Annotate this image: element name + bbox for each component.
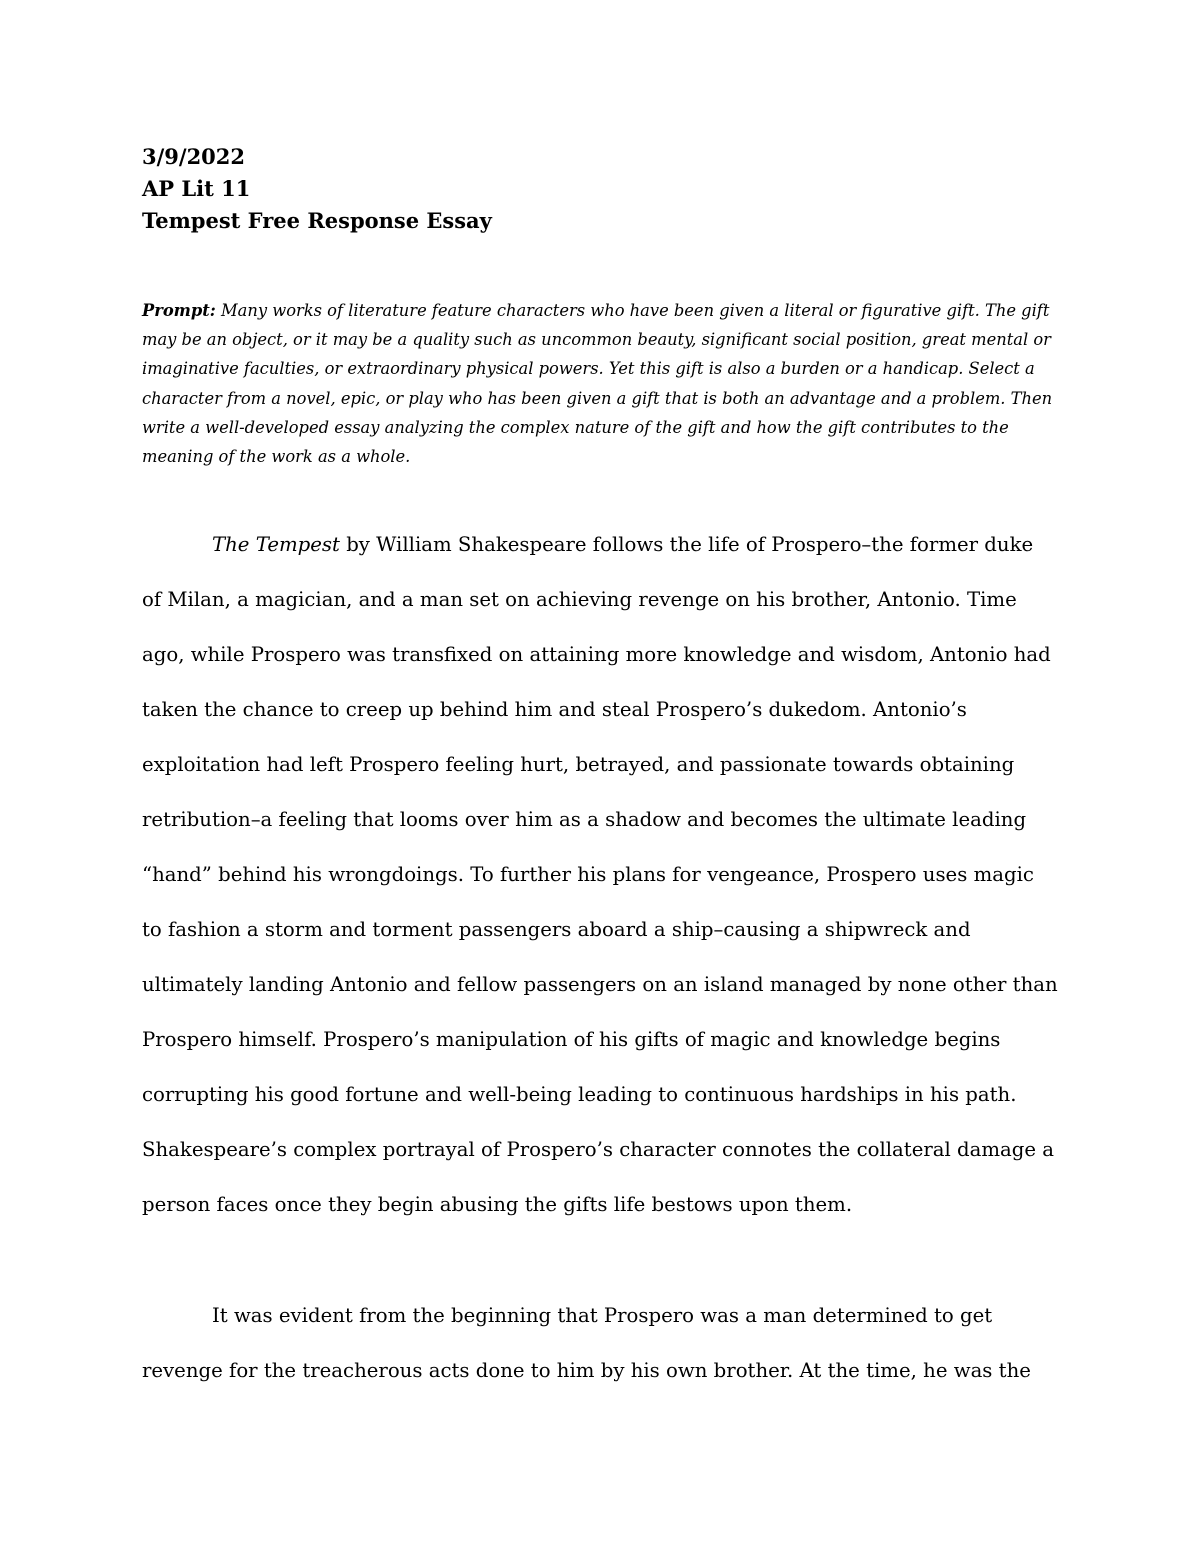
essay-date: 3/9/2022 (142, 144, 246, 169)
prompt-label: Prompt: (142, 301, 216, 320)
essay-prompt (142, 296, 1067, 471)
prompt-text: Many works of literature feature characters who have been given a literal or figurative gift. The gift may be an object, or it may be a quality such as uncommon beauty, significant social position, great mental or imaginative faculties, or extraordinary physical powers. Yet this gift is also a burden or a handicap. Select a character from a novel, epic, or play who has been given a gift that is both an advantage and a problem. Then write a well-developed essay analyzing the complex nature of the gift and how the gift contributes to the meaning of the work as a whole. (142, 301, 1053, 467)
paragraph-1-text: by William Shakespeare follows the life of Prospero–the former duke of Milan, a magician, and a man set on achieving revenge on his brother, Antonio. Time ago, while Prospero was transfixed on attaining more knowledge and wisdom, Antonio had taken the chance to creep up behind him and steal Prospero’s dukedom. Antonio’s exploitation had left Prospero feeling hurt, betrayed, and passionate towards obtaining retribution–a feeling that looms over him as a shadow and becomes the ultimate leading “hand” behind his wrongdoings. To further his plans for vengeance, Prospero uses magic to fashion a storm and torment passengers aboard a ship–causing a shipwreck and ultimately landing Antonio and fellow passengers on an island managed by none other than Prospero himself. Prospero’s manipulation of his gifts of magic and knowledge begins corrupting his good fortune and well-being leading to continuous hardships in his path. Shakespeare’s complex portrayal of Prospero’s character connotes the collateral damage a person faces once they begin abusing the gifts life bestows upon them. (142, 533, 1058, 1216)
essay-paragraph-1 (142, 517, 1058, 1232)
course-name: AP Lit 11 (142, 176, 251, 201)
essay-title: Tempest Free Response Essay (142, 208, 492, 233)
paragraph-2-text: It was evident from the beginning that Prospero was a man determined to get revenge for the treacherous acts done to him by his own brother. At the time, he was the (142, 1304, 1031, 1382)
work-title: The Tempest (212, 533, 340, 556)
essay-paragraph-2 (142, 1288, 1058, 1398)
essay-header (142, 141, 1062, 237)
